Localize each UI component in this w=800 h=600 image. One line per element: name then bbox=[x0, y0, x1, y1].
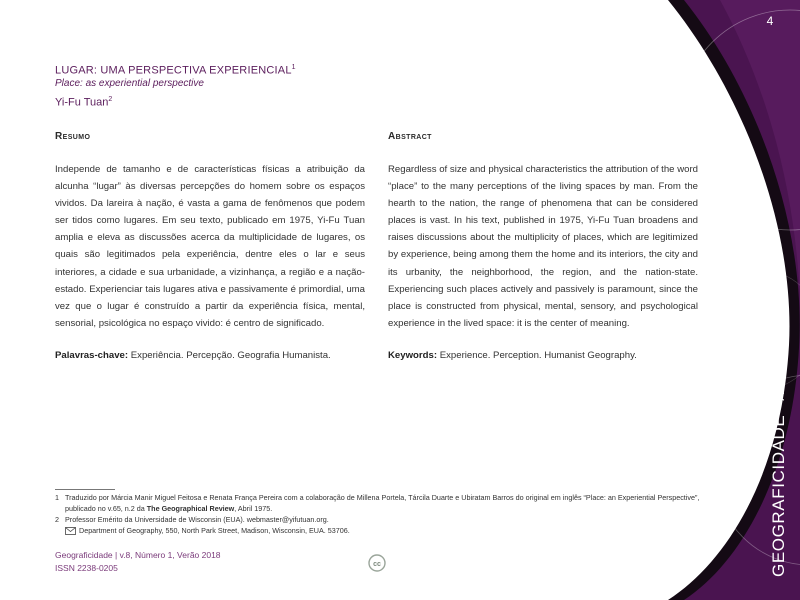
abstract-heading: Abstract bbox=[388, 131, 432, 142]
footnote-text bbox=[65, 492, 705, 514]
resumo-keywords bbox=[55, 349, 365, 363]
resumo-heading: Resumo bbox=[55, 131, 91, 142]
resumo-text: Independe de tamanho e de características físicas a atribuição da alcunha “lugar” às diversas percepções do homem sobre os espaços vividos. Da lareira à nação, é vasta a gama de fenômenos que podem ser tidos como lugares. Em seu texto, publicado em 1975, Yi-Fu Tuan amplia e eleva as discussões acerca da multiplicidade de lugares, os quais são legitimados pela experiência, dentre eles o lar e seus interiores, a cidade e sua urbanidade, a vizinhança, a região e a nação-estado. Experienciar tais lugares ativa e passivamente é primordial, uma vez que o lugar é construído a partir da experiência física, mental, sensorial, psicológica no espaço vivido: é centro de significado. bbox=[55, 164, 365, 329]
journal-name: The Geographical Review bbox=[146, 504, 235, 513]
envelope-icon bbox=[65, 527, 76, 535]
footnote-text: Professor Emérito da Universidade de Wisconsin (EUA). webmaster@yifutuan.org. bbox=[65, 515, 329, 524]
title-block bbox=[55, 64, 655, 108]
footnote-number: 2 bbox=[55, 515, 59, 524]
journal-info bbox=[55, 549, 221, 574]
footnote-divider bbox=[55, 489, 115, 490]
cc-mark: cc bbox=[373, 561, 381, 568]
article-subtitle: Place: as experiential perspective bbox=[55, 77, 204, 89]
footnote-2 bbox=[55, 514, 705, 525]
journal-brand: GEOGRAFICIDADE bbox=[769, 414, 788, 577]
journal-citation: Geograficidade | v.8, Número 1, Verão 2018 bbox=[55, 550, 221, 560]
page-number: 4 bbox=[766, 14, 774, 28]
keywords-value: Experience. Perception. Humanist Geography. bbox=[439, 349, 637, 361]
article-title bbox=[55, 64, 655, 77]
issn: ISSN 2238-0205 bbox=[55, 562, 118, 573]
footnote-text-part: , Abril 1975. bbox=[234, 504, 273, 513]
abstract-keywords bbox=[388, 349, 698, 363]
resumo-column bbox=[55, 131, 365, 363]
footnotes bbox=[55, 492, 705, 536]
abstract-text: Regardless of size and physical characteristics the attribution of the word “place” to the many perceptions of the living spaces by man. From the hearth to the nation, the range of phenomena that can be considered places is vast. In his text, published in 1975, Yi-Fu Tuan broadens and raises discussions about the multiplicity of places, which are legitimized by experience, being among them the home and its interiors, the city and its urbanity, the neighborhood, the region, and the nation-state. Experiencing such places actively and passively is paramount, since the place is constructed from physical, mental, sensory, and psychological experience in the lived space: it is the center of meaning. bbox=[388, 164, 698, 329]
side-label bbox=[769, 358, 789, 577]
keywords-label: Keywords: bbox=[388, 349, 438, 361]
keywords-label: Palavras-chave: bbox=[55, 349, 129, 361]
author-name: Yi-Fu Tuan bbox=[55, 96, 109, 109]
keywords-value: Experiência. Percepção. Geografia Humanista. bbox=[130, 349, 331, 361]
footnote-number: 1 bbox=[55, 493, 59, 502]
postal-address: Department of Geography, 550, North Park Street, Madison, Wisconsin, EUA. 53706. bbox=[79, 526, 350, 535]
section-label: Artigos bbox=[773, 357, 787, 401]
author bbox=[55, 96, 655, 109]
creative-commons-icon[interactable] bbox=[368, 554, 386, 572]
footnote-1 bbox=[55, 492, 705, 514]
title-footnote-ref[interactable]: 1 bbox=[291, 64, 296, 71]
footnote-text-part: Traduzido por Márcia Manir Miguel Feitosa e Renata França Pereira com a colaboração de Millena Portela, Tárcila Duarte e Ubiratam Barros do original em inglês “Place: an Experiential Perspective”, publicado no v.65, n.2 da bbox=[65, 493, 700, 513]
footnote-2-address bbox=[55, 525, 705, 536]
abstract-column bbox=[388, 131, 698, 363]
author-footnote-ref[interactable]: 2 bbox=[108, 95, 113, 103]
title-text: LUGAR: UMA PERSPECTIVA EXPERIENCIAL bbox=[55, 64, 292, 77]
